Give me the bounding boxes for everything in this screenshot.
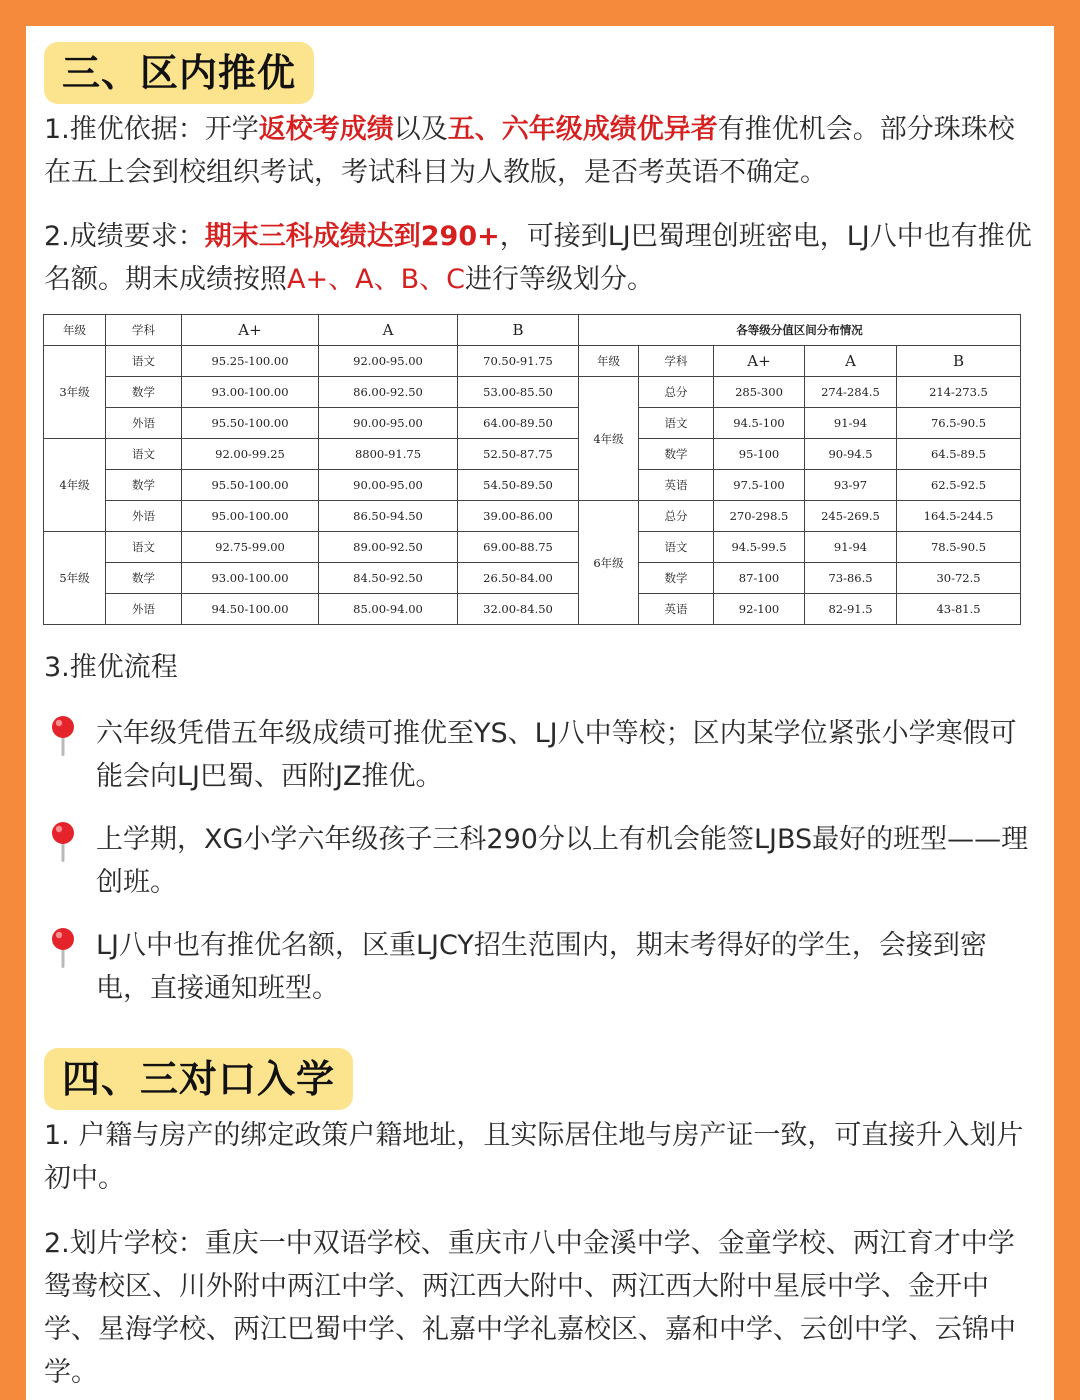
highlight-text: 期末三科成绩达到290+ [204, 221, 500, 252]
subject-cell: 语文 [639, 532, 714, 563]
value-cell: 94.5-100 [714, 408, 805, 439]
value-cell: 87-100 [714, 563, 805, 594]
highlight-text: 返校考成绩 [258, 114, 394, 145]
value-cell: 90.00-95.00 [319, 408, 458, 439]
value-cell: 90.00-95.00 [319, 470, 458, 501]
value-cell: 93.00-100.00 [182, 563, 319, 594]
text: ，可接到LJ巴蜀理创班密电，LJ八中也有推优名额。期末成绩按照 [44, 221, 1032, 295]
subject-cell: 数学 [106, 563, 182, 594]
subject-cell: 数学 [639, 563, 714, 594]
header-a: A [319, 315, 458, 346]
subject-cell: 语文 [106, 439, 182, 470]
highlight-text: A+、A、B、C [287, 264, 465, 295]
paragraph-requirements [44, 215, 1034, 301]
value-cell: 64.00-89.50 [458, 408, 579, 439]
round-pushpin-icon [48, 714, 78, 758]
value-cell: 53.00-85.50 [458, 377, 579, 408]
value-cell: 164.5-244.5 [897, 501, 1021, 532]
value-cell: 69.00-88.75 [458, 532, 579, 563]
subject-cell: 数学 [106, 377, 182, 408]
subject-cell: 总分 [639, 377, 714, 408]
value-cell: 8800-91.75 [319, 439, 458, 470]
header-subject: 学科 [639, 346, 714, 377]
value-cell: 82-91.5 [805, 594, 897, 625]
value-cell: 73-86.5 [805, 563, 897, 594]
header-grade: 年级 [579, 346, 639, 377]
text: 有推优机会。部分珠珠校在五上会到校组织考试，考试科目为人教版，是否考英语不确定。 [44, 114, 1015, 188]
paragraph-basis [44, 108, 1034, 194]
value-cell: 274-284.5 [805, 377, 897, 408]
value-cell: 78.5-90.5 [897, 532, 1021, 563]
subject-cell: 语文 [639, 408, 714, 439]
value-cell: 94.5-99.5 [714, 532, 805, 563]
header-a: A [805, 346, 897, 377]
paragraph-process-title: 3.推优流程 [44, 652, 178, 683]
value-cell: 91-94 [805, 408, 897, 439]
grade-distribution-table [43, 314, 1021, 625]
header-a-plus: A+ [714, 346, 805, 377]
bullet-text: 六年级凭借五年级成绩可推优至YS、LJ八中等校；区内某学位紧张小学寒假可能会向LJ巴蜀、西附JZ推优。 [96, 718, 1017, 792]
value-cell: 76.5-90.5 [897, 408, 1021, 439]
value-cell: 93-97 [805, 470, 897, 501]
value-cell: 95.25-100.00 [182, 346, 319, 377]
grade-cell: 5年级 [44, 532, 106, 625]
grade-cell: 3年级 [44, 346, 106, 439]
value-cell: 90-94.5 [805, 439, 897, 470]
value-cell: 92-100 [714, 594, 805, 625]
value-cell: 39.00-86.00 [458, 501, 579, 532]
value-cell: 85.00-94.00 [319, 594, 458, 625]
value-cell: 54.50-89.50 [458, 470, 579, 501]
highlight-text: 五、六年级成绩优异者 [447, 114, 718, 145]
subject-cell: 外语 [106, 408, 182, 439]
grade-cell: 4年级 [579, 377, 639, 501]
paragraph-policy: 1. 户籍与房产的绑定政策户籍地址，且实际居住地与房产证一致，可直接升入划片初中。 [44, 1120, 1024, 1194]
subject-cell: 语文 [106, 346, 182, 377]
value-cell: 92.00-99.25 [182, 439, 319, 470]
header-subject: 学科 [106, 315, 182, 346]
header-a-plus: A+ [182, 315, 319, 346]
value-cell: 97.5-100 [714, 470, 805, 501]
value-cell: 95.50-100.00 [182, 470, 319, 501]
round-pushpin-icon [48, 926, 78, 970]
header-b: B [897, 346, 1021, 377]
value-cell: 86.00-92.50 [319, 377, 458, 408]
round-pushpin-icon [48, 820, 78, 864]
subject-cell: 英语 [639, 594, 714, 625]
value-cell: 95.50-100.00 [182, 408, 319, 439]
text: 以及 [393, 114, 448, 145]
value-cell: 84.50-92.50 [319, 563, 458, 594]
subject-cell: 英语 [639, 470, 714, 501]
value-cell: 32.00-84.50 [458, 594, 579, 625]
right-table-title: 各等级分值区间分布情况 [579, 315, 1021, 346]
value-cell: 92.00-95.00 [319, 346, 458, 377]
value-cell: 94.50-100.00 [182, 594, 319, 625]
section-4-heading: 四、三对口入学 [44, 1048, 353, 1110]
subject-cell: 总分 [639, 501, 714, 532]
value-cell: 285-300 [714, 377, 805, 408]
text: 进行等级划分。 [464, 264, 654, 295]
subject-cell: 外语 [106, 594, 182, 625]
value-cell: 30-72.5 [897, 563, 1021, 594]
header-b: B [458, 315, 579, 346]
value-cell: 52.50-87.75 [458, 439, 579, 470]
bullet-text: LJ八中也有推优名额，区重LJCY招生范围内，期末考得好的学生，会接到密电，直接通知班型。 [96, 930, 987, 1004]
value-cell: 245-269.5 [805, 501, 897, 532]
value-cell: 26.50-84.00 [458, 563, 579, 594]
grade-cell: 4年级 [44, 439, 106, 532]
value-cell: 93.00-100.00 [182, 377, 319, 408]
subject-cell: 数学 [106, 470, 182, 501]
value-cell: 95-100 [714, 439, 805, 470]
text: 2.成绩要求： [44, 221, 205, 252]
subject-cell: 数学 [639, 439, 714, 470]
value-cell: 43-81.5 [897, 594, 1021, 625]
value-cell: 70.50-91.75 [458, 346, 579, 377]
value-cell: 86.50-94.50 [319, 501, 458, 532]
subject-cell: 语文 [106, 532, 182, 563]
article-card [26, 26, 1054, 1400]
value-cell: 62.5-92.5 [897, 470, 1021, 501]
header-grade: 年级 [44, 315, 106, 346]
value-cell: 91-94 [805, 532, 897, 563]
subject-cell: 外语 [106, 501, 182, 532]
value-cell: 95.00-100.00 [182, 501, 319, 532]
paragraph-schools: 2.划片学校：重庆一中双语学校、重庆市八中金溪中学、金童学校、两江育才中学鸳鸯校区、川外附中两江中学、两江西大附中、两江西大附中星辰中学、金开中学、星海学校、两江巴蜀中学、礼嘉中学礼嘉校区、嘉和中学、云创中学、云锦中学。 [44, 1228, 1016, 1388]
value-cell: 214-273.5 [897, 377, 1021, 408]
value-cell: 89.00-92.50 [319, 532, 458, 563]
text: 1.推优依据：开学 [44, 114, 259, 145]
section-3-heading: 三、区内推优 [44, 42, 314, 104]
value-cell: 64.5-89.5 [897, 439, 1021, 470]
grade-cell: 6年级 [579, 501, 639, 625]
value-cell: 270-298.5 [714, 501, 805, 532]
bullet-text: 上学期，XG小学六年级孩子三科290分以上有机会能签LJBS最好的班型——理创班。 [96, 824, 1029, 898]
value-cell: 92.75-99.00 [182, 532, 319, 563]
